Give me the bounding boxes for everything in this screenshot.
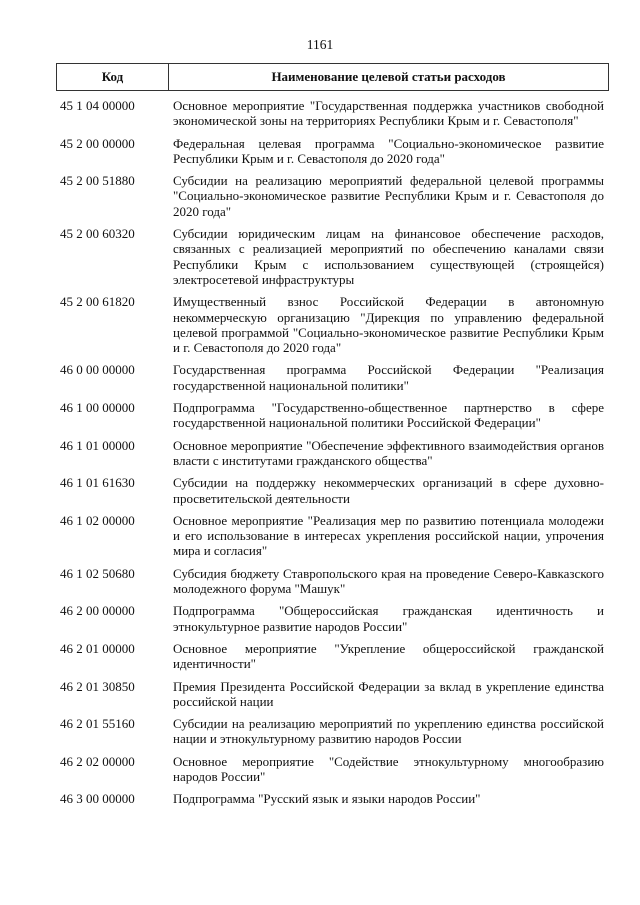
row-code: 46 1 02 50680 xyxy=(60,565,135,581)
table-row xyxy=(60,98,604,129)
table-row xyxy=(60,603,604,634)
table-row xyxy=(60,754,604,785)
table-row xyxy=(60,791,604,806)
table-row xyxy=(60,566,604,597)
row-code: 46 1 01 61630 xyxy=(60,475,135,491)
row-name: Субсидии юридическим лицам на финансовое обеспечение расходов, связанных с реализацией мероприятий по обеспечению каналами связи Республики Крым с использованием существующей (строящейся) электросетевой инфраструктуры xyxy=(173,226,604,287)
row-code: 46 2 01 30850 xyxy=(60,678,135,694)
row-code: 46 3 00 00000 xyxy=(60,791,135,807)
row-name: Основное мероприятие "Реализация мер по развитию потенциала молодежи и его использование в интересах укрепления российской нации, упрочения мира и согласия" xyxy=(173,512,604,559)
table-row xyxy=(60,400,604,431)
table-body xyxy=(60,98,604,814)
table-row xyxy=(60,716,604,747)
row-name: Субсидии на реализацию мероприятий федеральной целевой программы "Социально-экономическое развитие Республики Крым и г. Севастополя до 2020 года" xyxy=(173,173,604,219)
row-code: 46 2 01 55160 xyxy=(60,716,135,732)
row-name: Государственная программа Российской Федерации "Реализация государственной национальной политики" xyxy=(173,362,604,393)
table-row xyxy=(60,438,604,469)
column-header-code: Код xyxy=(57,64,169,90)
table-row xyxy=(60,136,604,167)
row-name: Субсидии на реализацию мероприятий по укреплению единства российской нации и этнокультурному развитию народов России xyxy=(173,716,604,747)
page-number: 1161 xyxy=(306,37,334,52)
row-name: Подпрограмма "Государственно-общественное партнерство в сфере государственной национальной политики Российской Федерации" xyxy=(173,400,604,431)
row-name: Федеральная целевая программа "Социально-экономическое развитие Республики Крым и г. Севастополя до 2020 года" xyxy=(173,135,604,166)
row-code: 45 2 00 00000 xyxy=(60,135,135,151)
table-row xyxy=(60,294,604,355)
row-code: 45 2 00 60320 xyxy=(60,226,135,242)
table-header xyxy=(56,63,609,91)
row-code: 46 2 02 00000 xyxy=(60,753,135,769)
row-code: 45 2 00 51880 xyxy=(60,173,135,189)
row-name: Подпрограмма "Общероссийская гражданская идентичность и этнокультурное развитие народов России" xyxy=(173,603,604,634)
row-name: Премия Президента Российской Федерации за вклад в укрепление единства российской нации xyxy=(173,678,604,709)
row-code: 45 1 04 00000 xyxy=(60,98,135,113)
table-row xyxy=(60,641,604,672)
row-name: Субсидии на поддержку некоммерческих организаций в сфере духовно-просветительской деятельности xyxy=(173,475,604,506)
table-row xyxy=(60,679,604,710)
row-code: 46 0 00 00000 xyxy=(60,362,135,378)
row-code: 46 2 01 00000 xyxy=(60,640,135,656)
row-name: Основное мероприятие "Обеспечение эффективного взаимодействия органов власти с институтами гражданского общества" xyxy=(173,437,604,468)
row-code: 46 1 02 00000 xyxy=(60,512,135,528)
row-code: 45 2 00 61820 xyxy=(60,294,135,310)
table-row xyxy=(60,513,604,559)
row-name: Основное мероприятие "Содействие этнокультурному многообразию народов России" xyxy=(173,753,604,784)
row-code: 46 2 00 00000 xyxy=(60,603,135,619)
table-row xyxy=(60,475,604,506)
row-name: Субсидия бюджету Ставропольского края на проведение Северо-Кавказского молодежного форума "Машук" xyxy=(173,565,604,597)
row-name: Имущественный взнос Российской Федерации в автономную некоммерческую организацию "Дирекция по управлению федеральной целевой программой "Социально-экономическое развитие Республики Крым и г. Севастополя до 2020 года" xyxy=(173,294,604,356)
row-name: Подпрограмма "Русский язык и языки народов России" xyxy=(173,791,481,807)
column-header-name: Наименование целевой статьи расходов xyxy=(271,69,506,84)
table-row xyxy=(60,226,604,287)
table-row xyxy=(60,173,604,219)
row-code: 46 1 00 00000 xyxy=(60,400,135,416)
row-name: Основное мероприятие "Государственная поддержка участников свободной экономической зоны на территориях Республики Крым и г. Севастополя" xyxy=(173,98,604,129)
table-row xyxy=(60,362,604,393)
row-name: Основное мероприятие "Укрепление общероссийской гражданской идентичности" xyxy=(173,640,604,672)
row-code: 46 1 01 00000 xyxy=(60,437,135,453)
